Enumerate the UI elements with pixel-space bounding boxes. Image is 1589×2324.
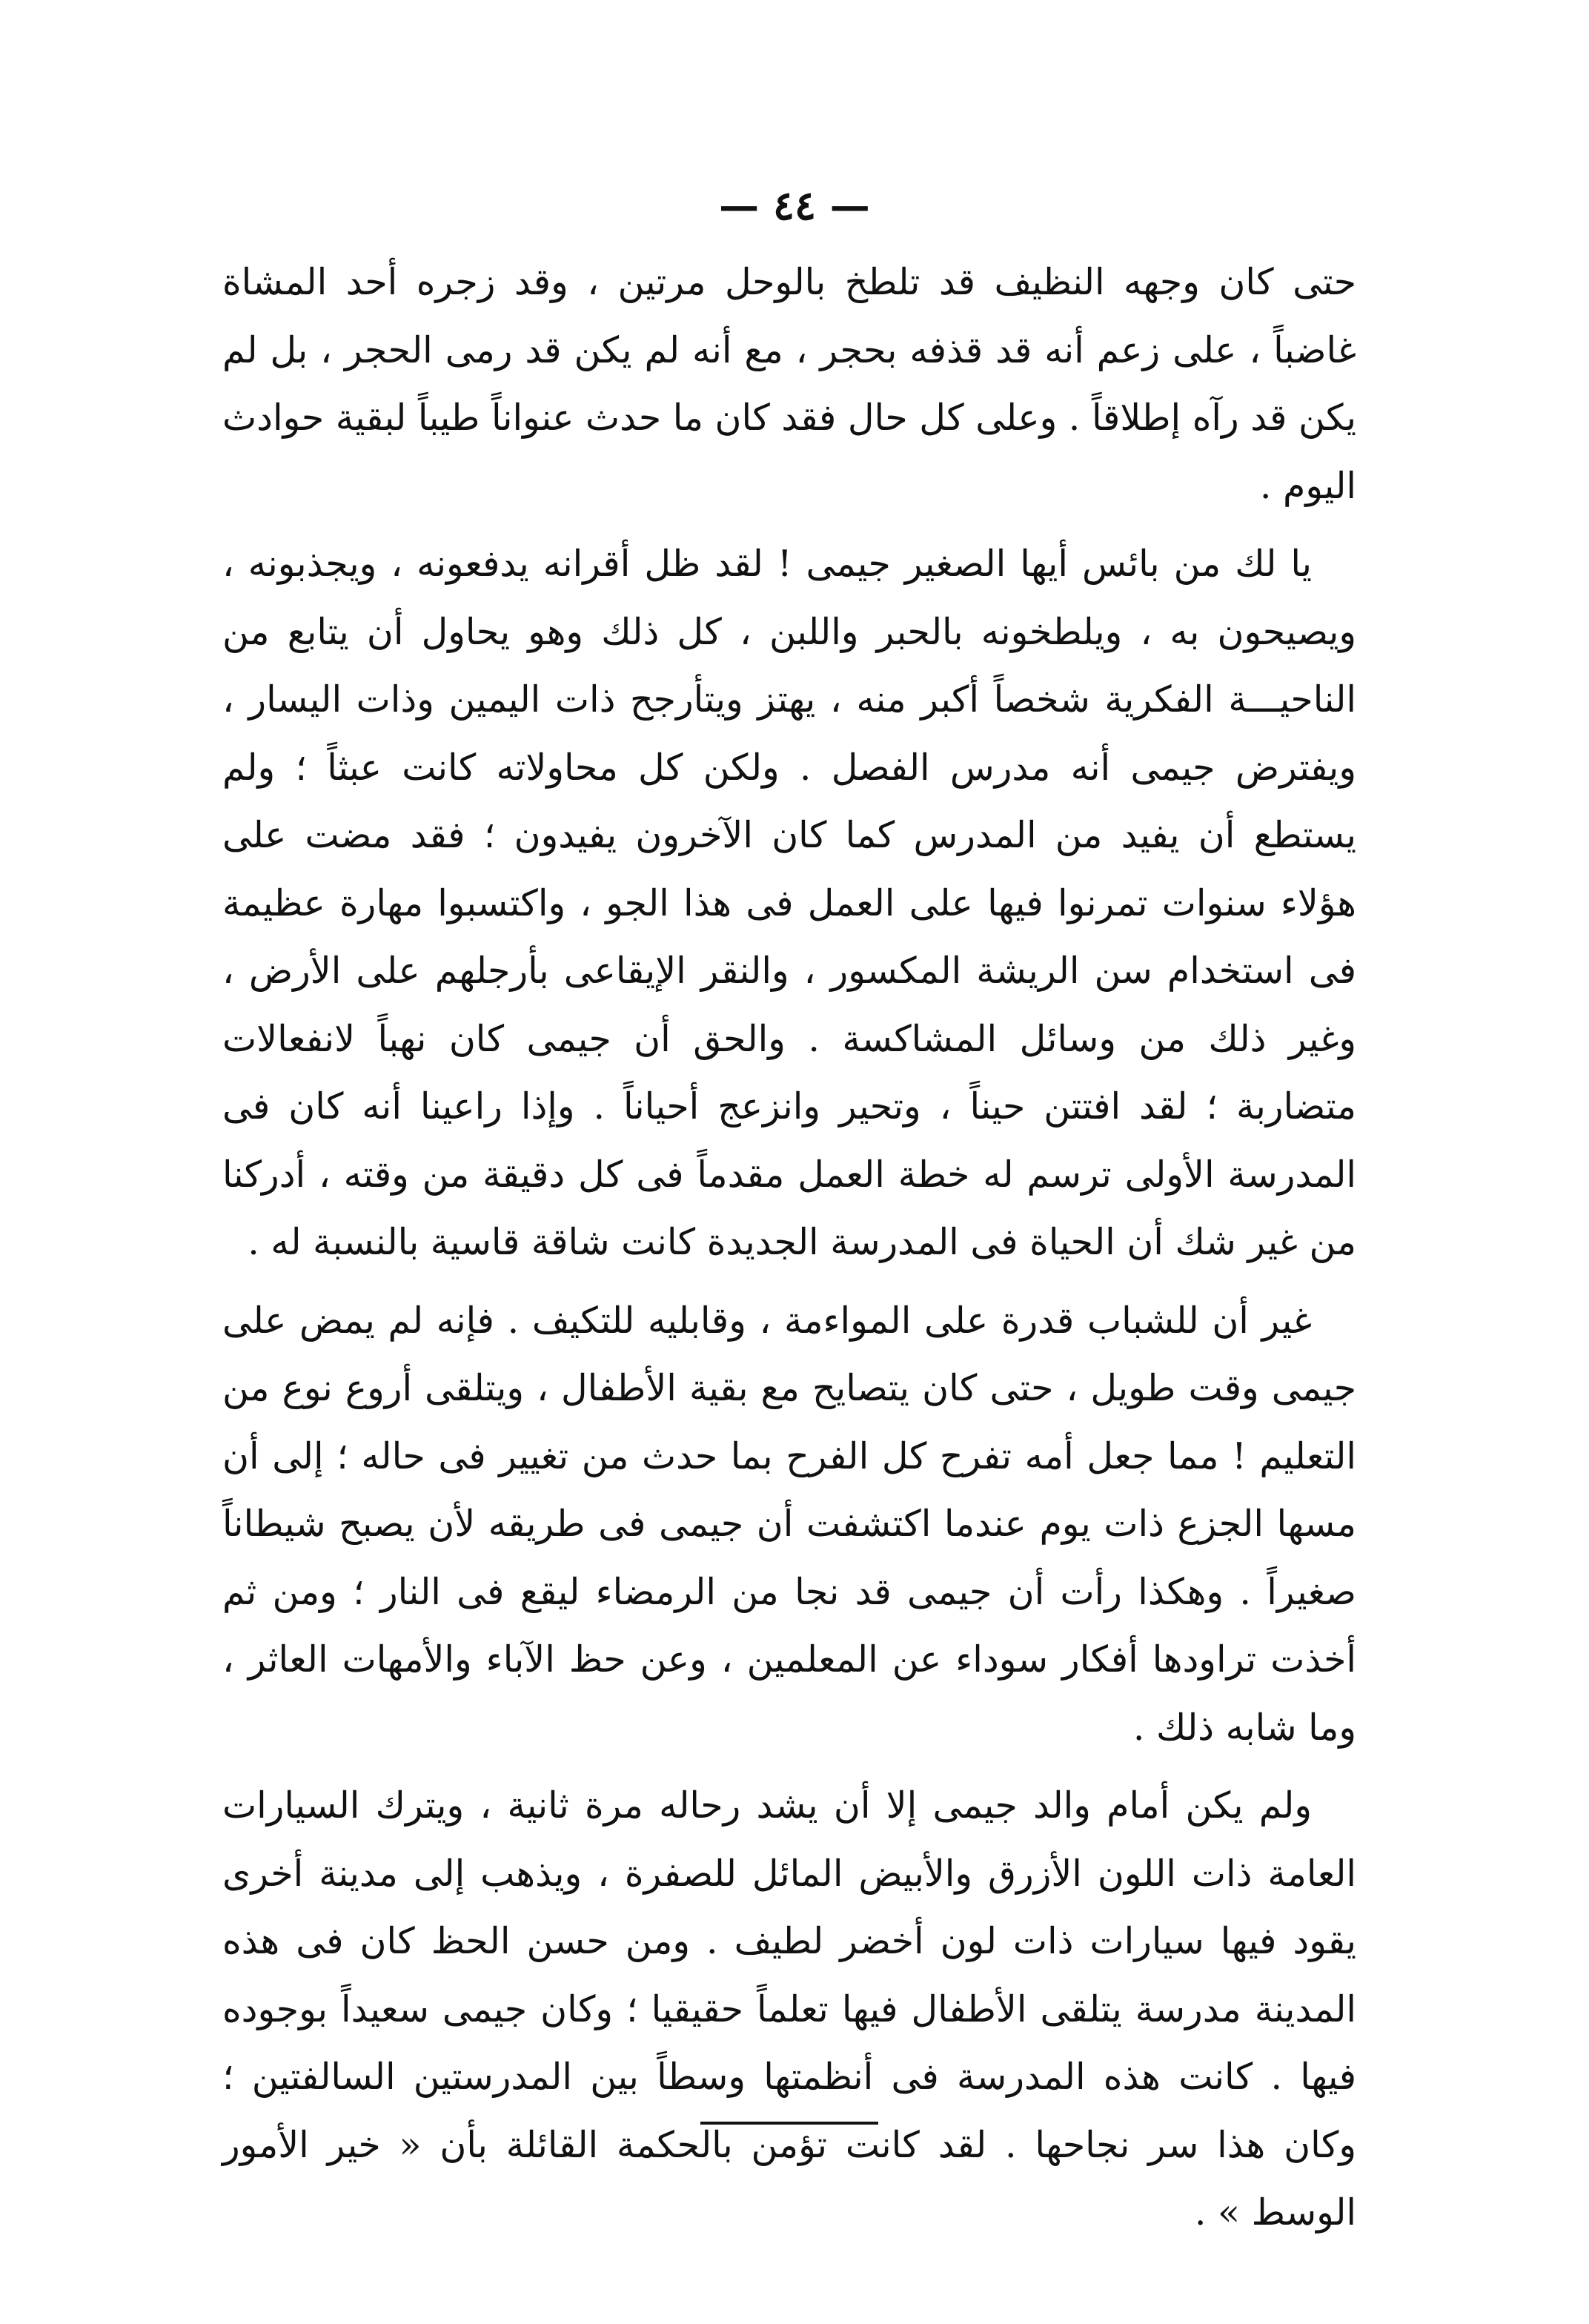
section-end-rule	[700, 2122, 878, 2125]
page-number: — ٤٤ —	[719, 182, 870, 229]
body-text	[222, 248, 1356, 2257]
paragraph-3: غير أن للشباب قدرة على المواءمة ، وقابليه للتكيف . فإنه لم يمض على جيمى وقت طويل ، حتى كان يتصايح مع بقية الأطفال ، ويتلقى أروع نوع من التعليم ! مما جعل أمه تفرح كل الفرح بما حدث من تغيير فى حاله ؛ إلى أن مسها الجزع ذات يوم عندما اكتشفت أن جيمى فى طريقه لأن يصبح شيطاناً صغيراً . وهكذا رأت أن جيمى قد نجا من الرمضاء ليقع فى النار ؛ ومن ثم أخذت تراودها أفكار سوداء عن المعلمين ، وعن حظ الآباء والأمهات العاثر ، وما شابه ذلك .	[222, 1299, 1356, 1749]
paragraph-4: ولم يكن أمام والد جيمى إلا أن يشد رحاله مرة ثانية ، ويترك السيارات العامة ذات اللون الأزرق والأبيض المائل للصفرة ، ويذهب إلى مدينة أخرى يقود فيها سيارات ذات لون أخضر لطيف . ومن حسن الحظ كان فى هذه المدينة مدرسة يتلقى الأطفال فيها تعلماً حقيقيا ؛ وكان جيمى سعيداً بوجوده فيها . كانت هذه المدرسة فى أنظمتها وسطاً بين المدرستين السالفتين ؛ وكان هذا سر نجاحها . لقد كانت تؤمن بالحكمة القائلة بأن « خير الأمور الوسط » .	[222, 1784, 1356, 2234]
paragraph-1: حتى كان وجهه النظيف قد تلطخ بالوحل مرتين ، وقد زجره أحد المشاة غاضباً ، على زعم أنه قد قذفه بحجر ، مع أنه لم يكن قد رمى الحجر ، بل لم يكن قد رآه إطلاقاً . وعلى كل حال فقد كان ما حدث عنواناً طيباً لبقية حوادث اليوم .	[222, 261, 1356, 507]
paragraph-2: يا لك من بائس أيها الصغير جيمى ! لقد ظل أقرانه يدفعونه ، ويجذبونه ، ويصيحون به ، ويلطخونه بالحبر واللبن ، كل ذلك وهو يحاول أن يتابع من الناحيـــة الفكرية شخصاً أكبر منه ، يهتز ويتأرجح ذات اليمين وذات اليسار ، ويفترض جيمى أنه مدرس الفصل . ولكن كل محاولاته كانت عبثاً ؛ ولم يستطع أن يفيد من المدرس كما كان الآخرون يفيدون ؛ فقد مضت على هؤلاء سنوات تمرنوا فيها على العمل فى هذا الجو ، واكتسبوا مهارة عظيمة فى استخدام سن الريشة المكسور ، والنقر الإيقاعى بأرجلهم على الأرض ، وغير ذلك من وسائل المشاكسة . والحق أن جيمى كان نهباً لانفعالات متضاربة ؛ لقد افتتن حيناً ، وتحير وانزعج أحياناً . وإذا راعينا أنه كان فى المدرسة الأولى ترسم له خطة العمل مقدماً فى كل دقيقة من وقته ، أدركنا من غير شك أن الحياة فى المدرسة الجديدة كانت شاقة قاسية بالنسبة له .	[222, 543, 1356, 1263]
